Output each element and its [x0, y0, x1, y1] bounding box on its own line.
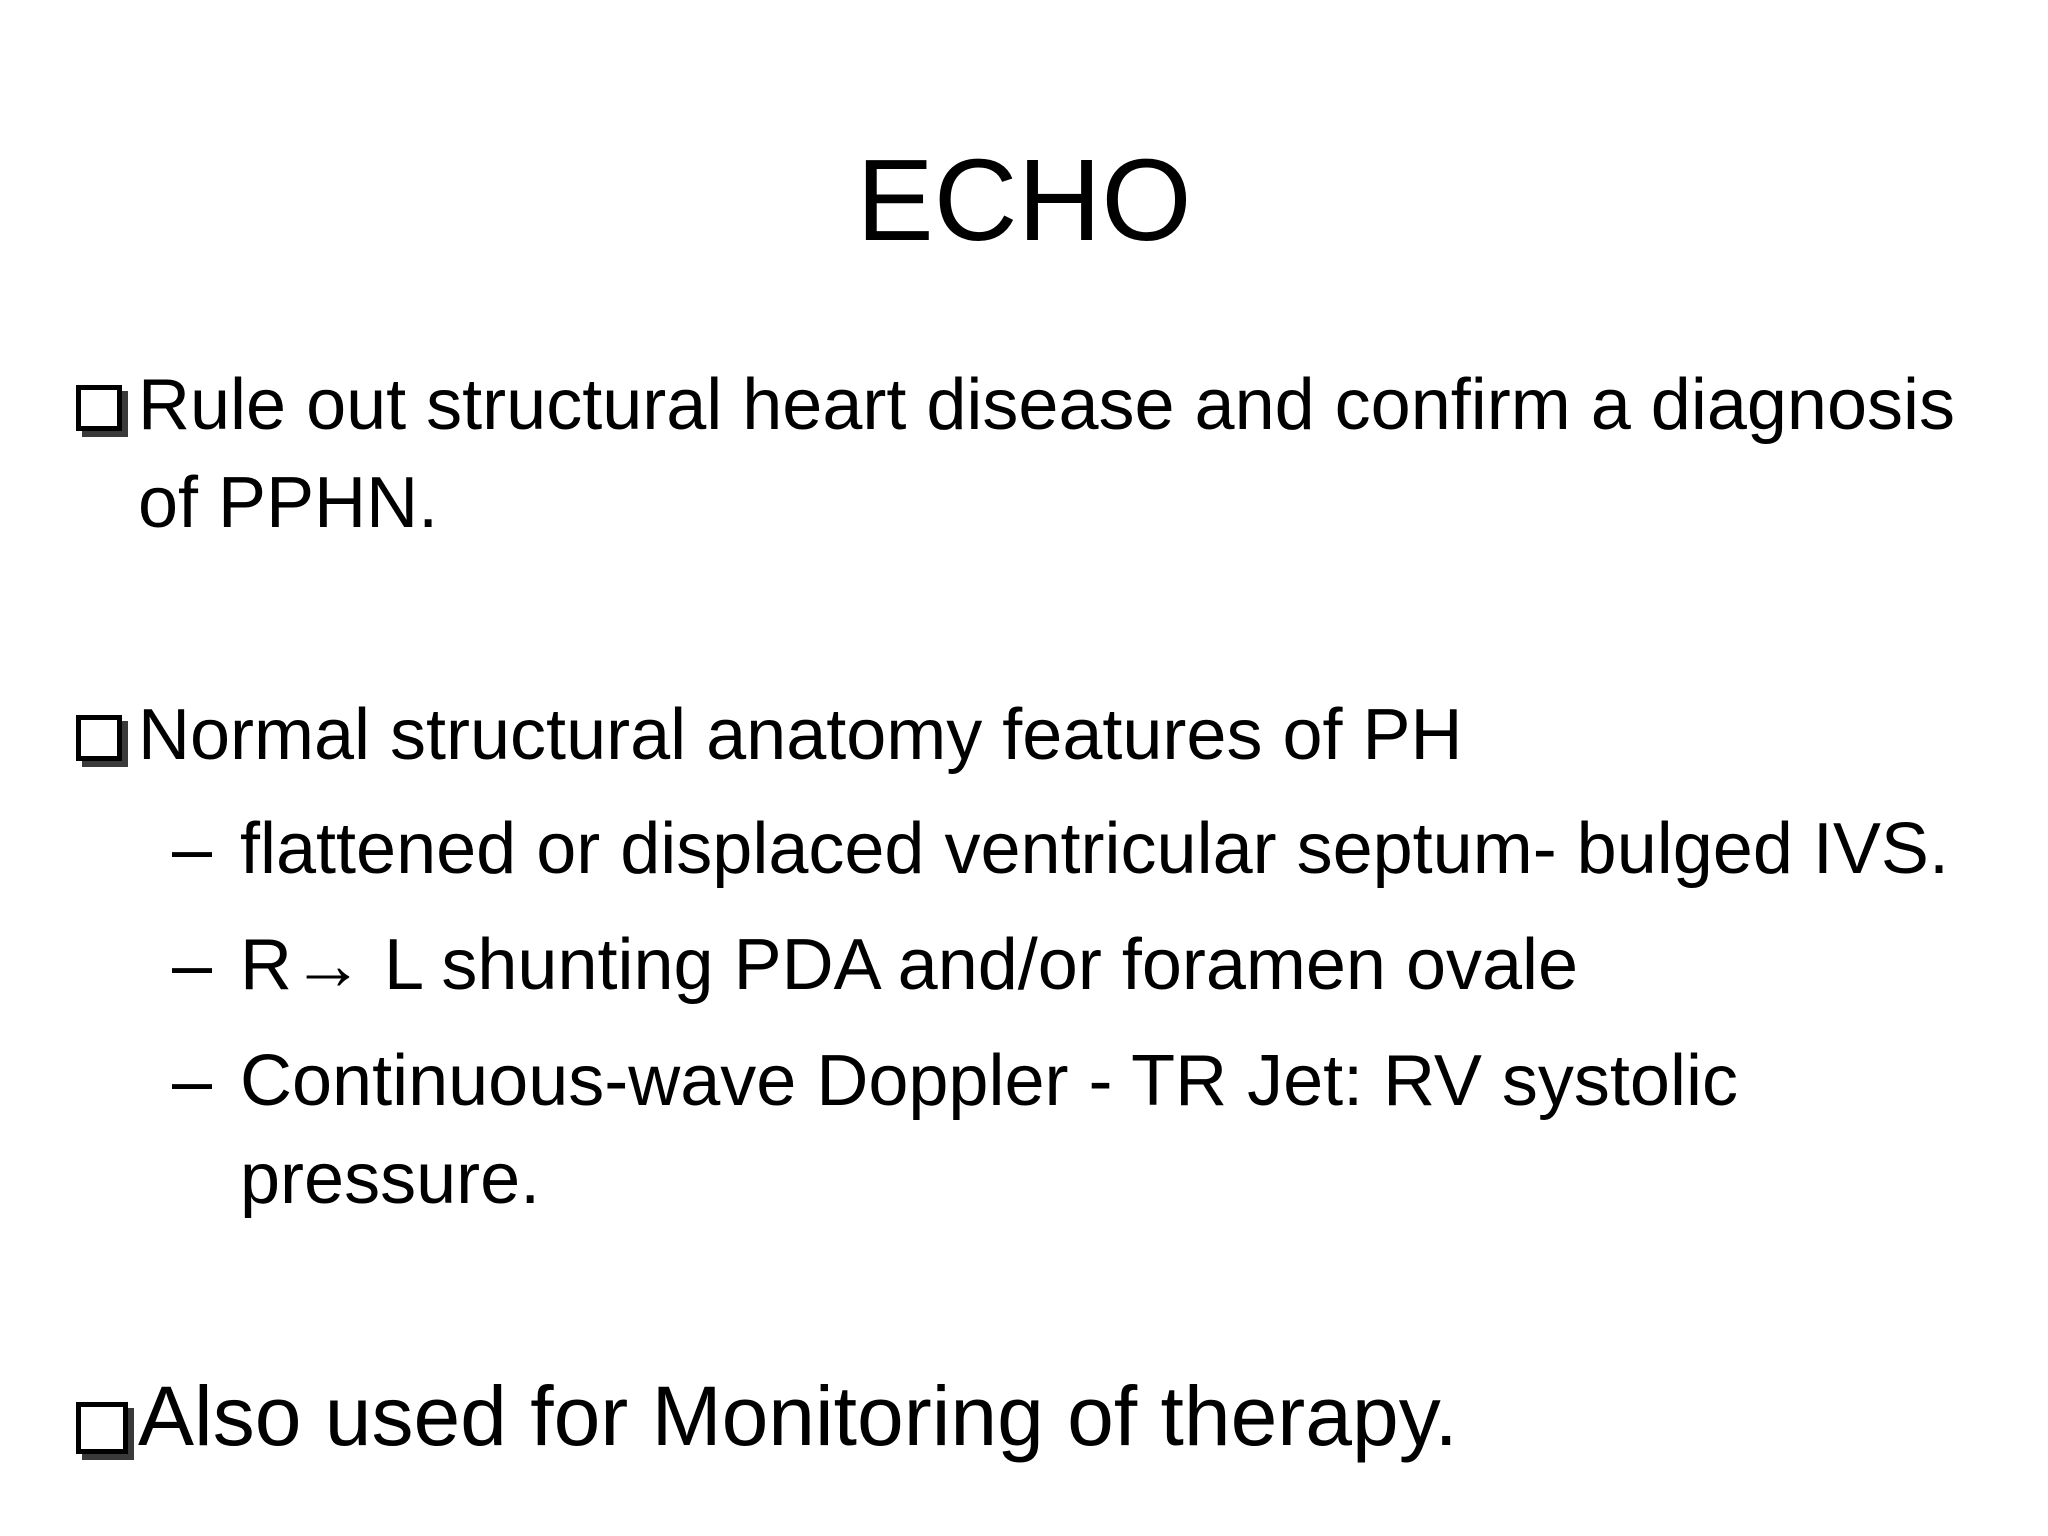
sub-bullet-item [172, 916, 2012, 1014]
dash-marker: – [172, 809, 213, 889]
checkbox-square-icon [76, 1402, 128, 1454]
sub-bullet-text: Continuous-wave Doppler - TR Jet: RV systolic pressure. [240, 1041, 1738, 1219]
dash-marker: – [172, 1041, 213, 1121]
slide-title: ECHO [856, 135, 1192, 265]
bullet-item [76, 686, 2016, 784]
bullet-text: Rule out structural heart disease and confirm a diagnosis of PPHN. [138, 365, 1955, 543]
dash-marker: – [172, 925, 213, 1005]
checkbox-square-icon [76, 385, 122, 431]
sub-bullet-text: R→ L shunting PDA and/or foramen ovale [240, 925, 1579, 1005]
bullet-item [76, 356, 2016, 552]
bullet-text: Normal structural anatomy features of PH [138, 695, 1463, 775]
sub-bullet-item [172, 800, 2012, 898]
bullet-text: Also used for Monitoring of therapy. [138, 1369, 1458, 1463]
checkbox-square-icon [76, 715, 122, 761]
bullet-item [76, 1356, 2016, 1476]
sub-bullet-item [172, 1032, 2012, 1228]
sub-bullet-text: flattened or displaced ventricular septum- bulged IVS. [240, 809, 1949, 889]
